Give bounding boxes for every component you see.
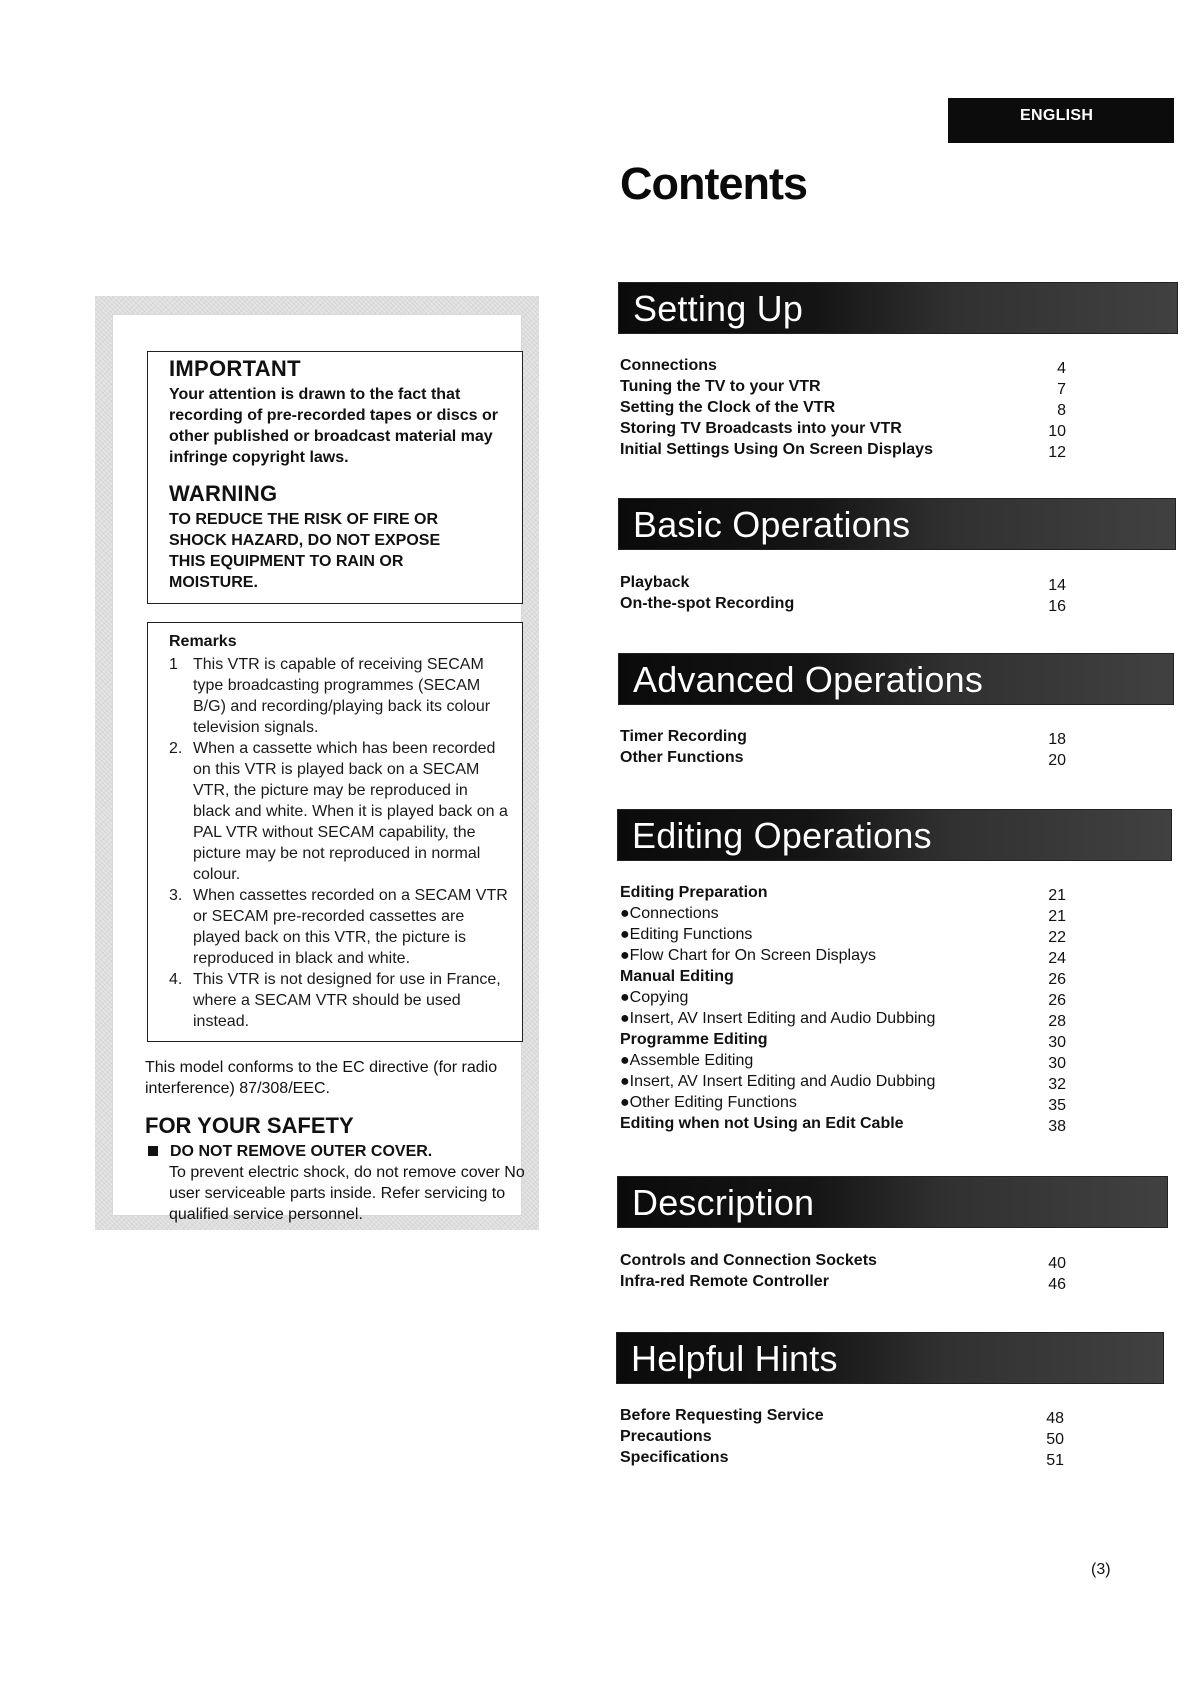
toc-entry-page: 12 [1048,444,1066,461]
important-warning-box [147,351,523,604]
toc-list-basic-operations [620,572,1066,614]
toc-entry-page: 21 [1048,887,1066,904]
toc-entry[interactable] [620,418,1066,439]
toc-entry-label: Specifications [620,1449,729,1466]
toc-entry-label: Setting the Clock of the VTR [620,399,836,416]
toc-entry[interactable] [620,1029,1066,1050]
section-title: Basic Operations [633,504,911,545]
important-heading: IMPORTANT [169,356,301,381]
toc-entry-page: 35 [1048,1097,1066,1114]
toc-entry[interactable] [620,397,1066,418]
section-banner-helpful-hints [616,1332,1164,1384]
safety-lead [145,1141,525,1162]
toc-entry-label: ●Insert, AV Insert Editing and Audio Dubbing [620,1010,936,1027]
toc-entry-label: Connections [620,357,717,374]
toc-entry[interactable] [620,882,1066,903]
toc-entry-page: 10 [1048,423,1066,440]
remark-item [169,969,508,1032]
remark-text: When a cassette which has been recorded on this VTR is played back on a SECAM VTR, the picture may be reproduced in black and white. When it is played back on a PAL VTR without SECAM capability, the picture may be not reproduced in normal colour. [193,740,508,883]
remarks-box [147,622,523,1042]
language-tab: ENGLISH [948,98,1174,143]
section-banner-description [617,1176,1168,1228]
section-title: Description [632,1182,815,1223]
page-title: Contents [620,158,807,209]
toc-entry-label: ●Flow Chart for On Screen Displays [620,947,876,964]
toc-entry-page: 7 [1057,381,1066,398]
toc-subentry[interactable] [620,1050,1066,1071]
toc-subentry[interactable] [620,903,1066,924]
toc-subentry[interactable] [620,924,1066,945]
toc-entry[interactable] [620,966,1066,987]
section-banner-editing-operations [617,809,1172,861]
toc-subentry[interactable] [620,1008,1066,1029]
warning-heading: WARNING [169,481,278,506]
safety-heading: FOR YOUR SAFETY [145,1113,354,1138]
toc-entry-page: 14 [1048,577,1066,594]
toc-entry-label: Precautions [620,1428,712,1445]
toc-entry-page: 16 [1048,598,1066,615]
section-title: Editing Operations [632,815,932,856]
toc-entry-label: ●Insert, AV Insert Editing and Audio Dubbing [620,1073,936,1090]
toc-entry-label: On-the-spot Recording [620,595,795,612]
toc-entry[interactable] [620,1426,1064,1447]
square-bullet-icon [148,1146,158,1156]
section-banner-advanced-operations [618,653,1174,705]
toc-entry-label: ●Connections [620,905,719,922]
toc-entry-label: Timer Recording [620,728,747,745]
toc-entry-label: Controls and Connection Sockets [620,1252,877,1269]
toc-entry[interactable] [620,1250,1066,1271]
toc-subentry[interactable] [620,945,1066,966]
remark-text: When cassettes recorded on a SECAM VTR or SECAM pre-recorded cassettes are played back on this VTR, the picture is reproduced in black and white. [193,887,508,967]
toc-entry[interactable] [620,747,1066,768]
remarks-list [169,654,508,1032]
toc-subentry[interactable] [620,1071,1066,1092]
section-title: Helpful Hints [631,1338,838,1379]
remark-item [169,654,508,738]
toc-entry-page: 48 [1046,1410,1064,1427]
toc-entry-label: ●Other Editing Functions [620,1094,797,1111]
remarks-section [169,631,508,1032]
toc-entry-page: 32 [1048,1076,1066,1093]
toc-subentry[interactable] [620,1092,1066,1113]
safety-lead-text: DO NOT REMOVE OUTER COVER. [170,1143,433,1160]
toc-entry-page: 8 [1057,402,1066,419]
remark-item [169,738,508,885]
remark-number: 1 [169,656,178,673]
section-banner-setting-up [618,282,1178,334]
toc-entry[interactable] [620,376,1066,397]
toc-entry[interactable] [620,1405,1064,1426]
important-section [169,356,512,468]
toc-entry[interactable] [620,726,1066,747]
toc-entry-page: 50 [1046,1431,1064,1448]
toc-entry-page: 18 [1048,731,1066,748]
warning-text: TO REDUCE THE RISK OF FIRE OR SHOCK HAZARD, DO NOT EXPOSE THIS EQUIPMENT TO RAIN OR MOISTURE. [169,511,441,591]
toc-entry-page: 46 [1048,1276,1066,1293]
toc-entry-page: 28 [1048,1013,1066,1030]
toc-entry[interactable] [620,1447,1064,1468]
toc-entry-page: 20 [1048,752,1066,769]
toc-entry-page: 51 [1046,1452,1064,1469]
toc-subentry[interactable] [620,987,1066,1008]
toc-entry-label: Other Functions [620,749,744,766]
toc-entry-label: Initial Settings Using On Screen Displays [620,441,933,458]
warning-section [169,481,462,593]
toc-entry-label: Before Requesting Service [620,1407,824,1424]
toc-list-helpful-hints [620,1405,1064,1468]
section-title: Advanced Operations [633,659,984,700]
section-title: Setting Up [633,288,804,329]
toc-entry-label: Editing when not Using an Edit Cable [620,1115,904,1132]
toc-entry-label: Playback [620,574,690,591]
toc-list-editing-operations [620,882,1066,1134]
remarks-heading: Remarks [169,633,237,650]
toc-entry-page: 40 [1048,1255,1066,1272]
toc-entry-page: 30 [1048,1055,1066,1072]
toc-entry-page: 26 [1048,992,1066,1009]
toc-entry[interactable] [620,1113,1066,1134]
toc-entry-label: Editing Preparation [620,884,768,901]
toc-entry[interactable] [620,593,1066,614]
toc-entry-label: ●Editing Functions [620,926,753,943]
toc-entry-label: Storing TV Broadcasts into your VTR [620,420,902,437]
remark-item [169,885,508,969]
toc-list-setting-up [620,355,1066,460]
toc-entry-page: 24 [1048,950,1066,967]
toc-entry-page: 30 [1048,1034,1066,1051]
toc-entry-page: 4 [1057,360,1066,377]
toc-entry[interactable] [620,1271,1066,1292]
notice-panel [95,296,539,1230]
toc-entry-label: ●Copying [620,989,689,1006]
remark-number: 3. [169,887,183,904]
toc-list-advanced-operations [620,726,1066,768]
toc-entry-page: 26 [1048,971,1066,988]
toc-entry[interactable] [620,355,1066,376]
remark-text: This VTR is not designed for use in France, where a SECAM VTR should be used instead. [193,971,501,1030]
remark-number: 4. [169,971,183,988]
important-text: Your attention is drawn to the fact that recording of pre-recorded tapes or discs or other published or broadcast material may infringe copyright laws. [169,386,498,466]
toc-entry-page: 22 [1048,929,1066,946]
safety-text: To prevent electric shock, do not remove cover No user serviceable parts inside. Refer servicing to qualified service personnel. [169,1164,525,1223]
toc-entry-label: Infra-red Remote Controller [620,1273,829,1290]
toc-entry[interactable] [620,439,1066,460]
toc-list-description [620,1250,1066,1292]
toc-entry-page: 38 [1048,1118,1066,1135]
toc-entry-label: ●Assemble Editing [620,1052,754,1069]
toc-entry[interactable] [620,572,1066,593]
toc-entry-label: Programme Editing [620,1031,768,1048]
remark-number: 2. [169,740,183,757]
toc-entry-page: 21 [1048,908,1066,925]
page-number: (3) [1091,1561,1111,1578]
toc-entry-label: Tuning the TV to your VTR [620,378,821,395]
ec-conformity-text: This model conforms to the EC directive (for radio interference) 87/308/EEC. [145,1059,498,1097]
toc-entry-label: Manual Editing [620,968,734,985]
remark-text: This VTR is capable of receiving SECAM type broadcasting programmes (SECAM B/G) and recording/playing back its colour television signals. [193,656,491,736]
notice-panel-inner [112,314,525,1223]
safety-item [145,1141,525,1225]
section-banner-basic-operations [618,498,1176,550]
